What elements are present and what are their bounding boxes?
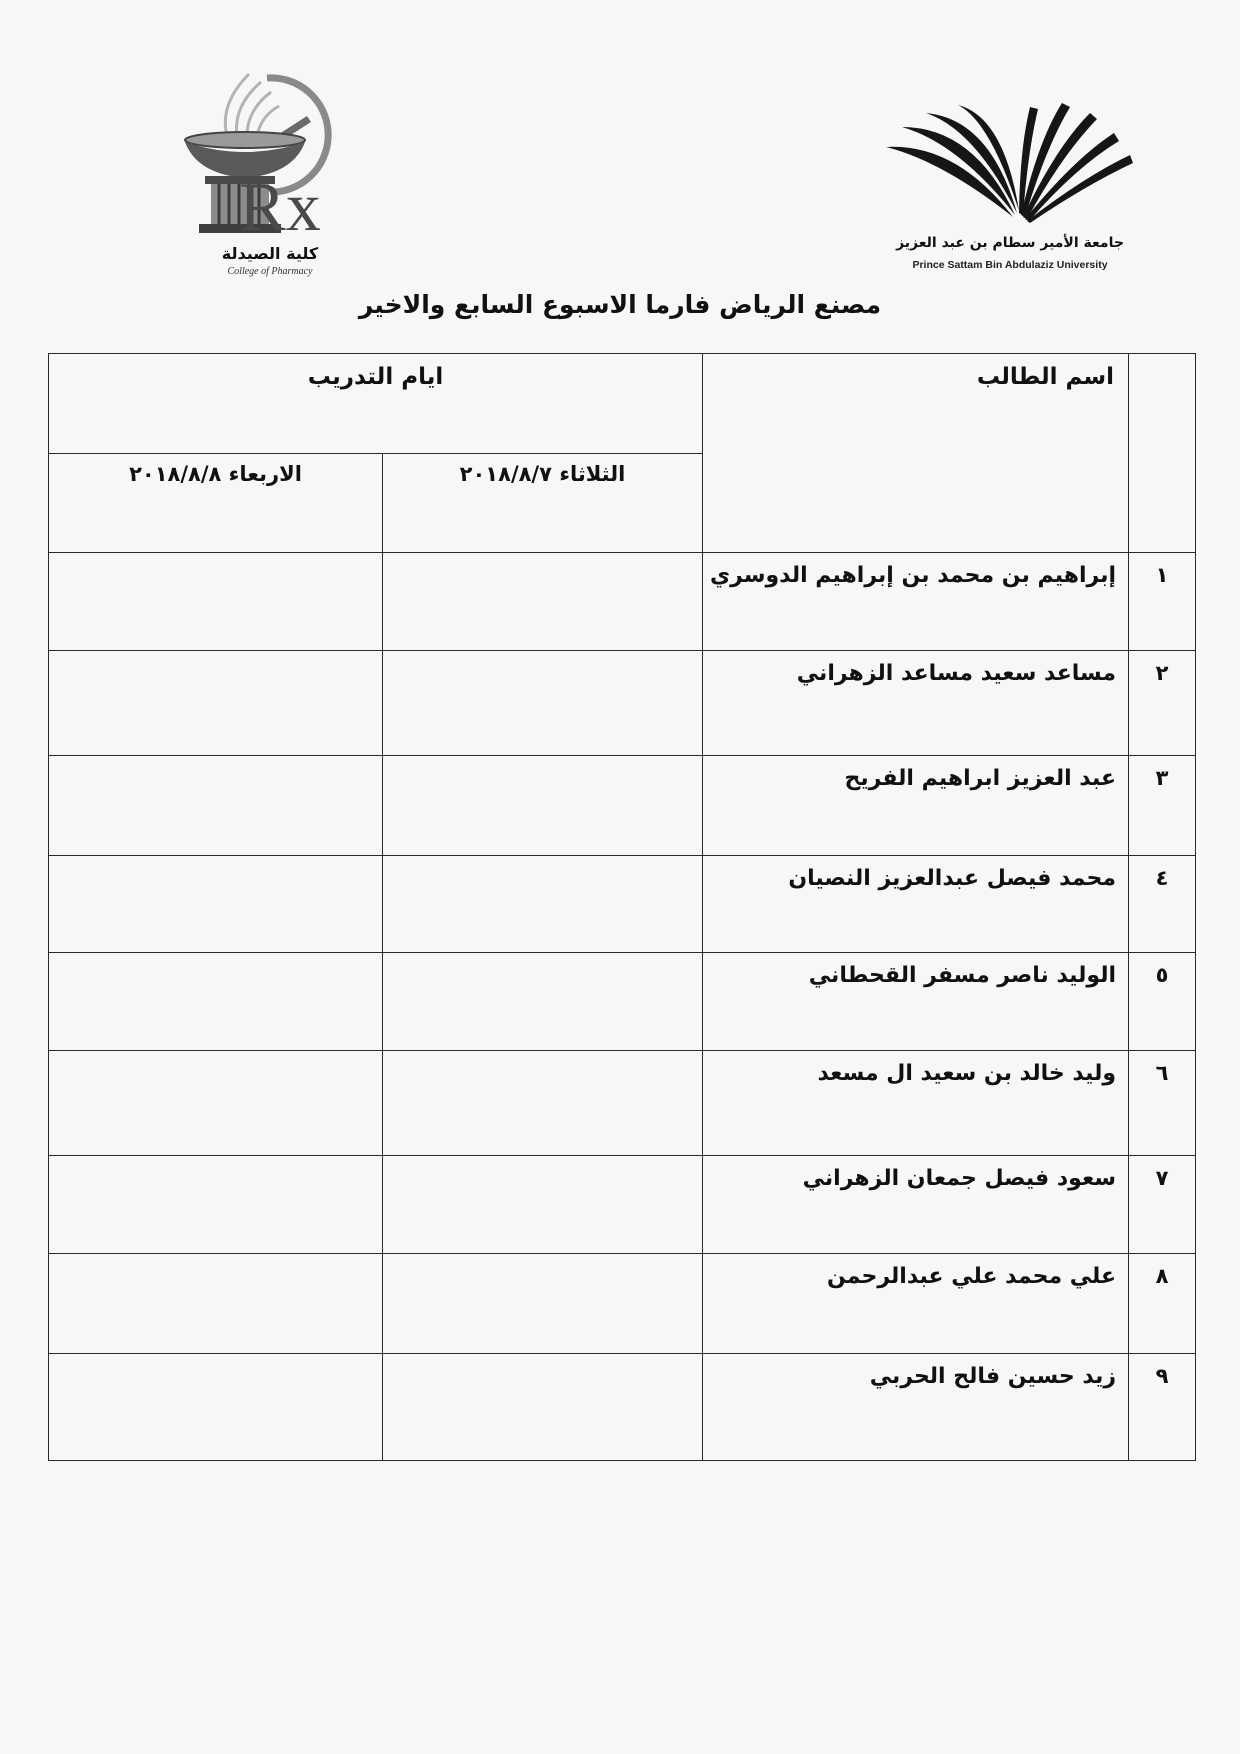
- student-name: محمد فيصل عبدالعزيز النصيان: [703, 856, 1129, 953]
- wednesday-attendance-cell: [49, 1254, 383, 1354]
- wednesday-attendance-cell: [49, 756, 383, 856]
- page-title: مصنع الرياض فارما الاسبوع السابع والاخير: [358, 290, 882, 319]
- table-row: [49, 856, 1196, 953]
- college-name-arabic: كلية الصيدلة: [221, 244, 319, 263]
- tuesday-attendance-cell: [383, 651, 703, 756]
- tuesday-attendance-cell: [383, 553, 703, 651]
- table-header-row: [49, 354, 1196, 454]
- tuesday-attendance-cell: [383, 953, 703, 1051]
- table-body: [49, 553, 1196, 1461]
- table-row: [49, 953, 1196, 1051]
- student-name: زيد حسين فالح الحربي: [703, 1354, 1129, 1461]
- table-row: [49, 1156, 1196, 1254]
- wednesday-attendance-cell: [49, 1156, 383, 1254]
- table-row: [49, 651, 1196, 756]
- tuesday-attendance-cell: [383, 856, 703, 953]
- row-number: ٢: [1129, 651, 1196, 756]
- tuesday-attendance-cell: [383, 756, 703, 856]
- attendance-table: [48, 353, 1196, 1461]
- training-days-header: ايام التدريب: [49, 354, 703, 454]
- mortar-pestle-icon: [175, 60, 345, 250]
- student-name: إبراهيم بن محمد بن إبراهيم الدوسري: [703, 553, 1129, 651]
- wednesday-attendance-cell: [49, 553, 383, 651]
- university-emblem-icon: [878, 95, 1138, 235]
- university-name-english: Prince Sattam Bin Abdulaziz University: [912, 259, 1108, 271]
- university-logo: [878, 95, 1138, 295]
- wednesday-header: الاربعاء ٢٠١٨/٨/٨: [49, 454, 383, 553]
- tuesday-attendance-cell: [383, 1051, 703, 1156]
- table-row: [49, 756, 1196, 856]
- student-name: مساعد سعيد مساعد الزهراني: [703, 651, 1129, 756]
- university-name-arabic: جامعة الأمير سطام بن عبد العزيز: [896, 235, 1124, 251]
- row-number: ٨: [1129, 1254, 1196, 1354]
- wednesday-attendance-cell: [49, 1354, 383, 1461]
- row-number: ٣: [1129, 756, 1196, 856]
- wednesday-attendance-cell: [49, 953, 383, 1051]
- row-number: ٥: [1129, 953, 1196, 1051]
- tuesday-attendance-cell: [383, 1156, 703, 1254]
- row-number: ٤: [1129, 856, 1196, 953]
- tuesday-header: الثلاثاء ٢٠١٨/٨/٧: [383, 454, 703, 553]
- row-number: ١: [1129, 553, 1196, 651]
- table-row: [49, 1051, 1196, 1156]
- table-row: [49, 1254, 1196, 1354]
- number-column-header: [1129, 354, 1196, 553]
- table-row: [49, 1354, 1196, 1461]
- student-name-header: اسم الطالب: [703, 354, 1129, 553]
- row-number: ٩: [1129, 1354, 1196, 1461]
- rx-symbol: Rx: [239, 169, 321, 246]
- wednesday-attendance-cell: [49, 856, 383, 953]
- student-name: علي محمد علي عبدالرحمن: [703, 1254, 1129, 1354]
- tuesday-attendance-cell: [383, 1254, 703, 1354]
- row-number: ٦: [1129, 1051, 1196, 1156]
- student-name: الوليد ناصر مسفر القحطاني: [703, 953, 1129, 1051]
- tuesday-attendance-cell: [383, 1354, 703, 1461]
- student-name: سعود فيصل جمعان الزهراني: [703, 1156, 1129, 1254]
- row-number: ٧: [1129, 1156, 1196, 1254]
- wednesday-attendance-cell: [49, 1051, 383, 1156]
- wednesday-attendance-cell: [49, 651, 383, 756]
- college-of-pharmacy-logo: [175, 60, 345, 290]
- college-name-english: College of Pharmacy: [227, 266, 313, 277]
- student-name: عبد العزيز ابراهيم الفريح: [703, 756, 1129, 856]
- student-name: وليد خالد بن سعيد ال مسعد: [703, 1051, 1129, 1156]
- table-row: [49, 553, 1196, 651]
